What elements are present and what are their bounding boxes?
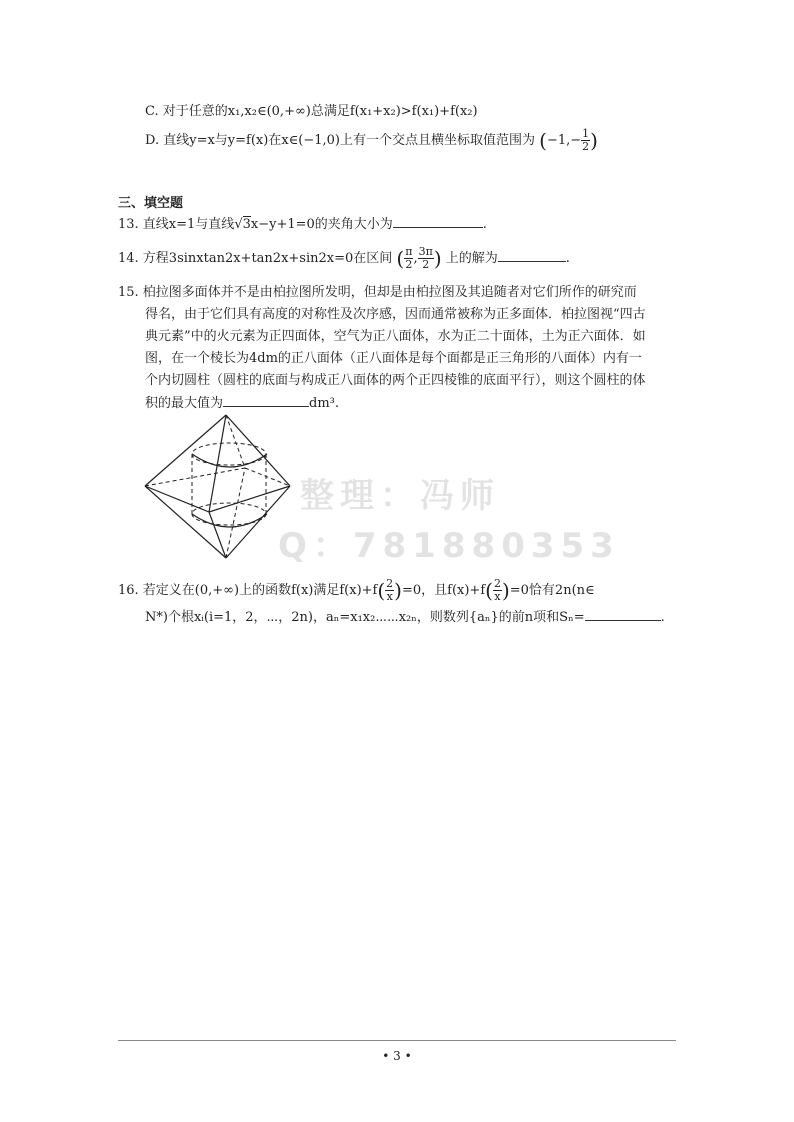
option-c: C. 对于任意的x₁,x₂∈(0,+∞)总满足f(x₁+x₂)>f(x₁)+f(x₂) [145,104,478,119]
page-number: • 3 • [382,1049,412,1063]
watermark-line-1: 整理：冯师 [300,476,500,516]
question-15-line-2: 得名，由于它们具有高度的对称性及次序感，因而通常被称为正多面体．柏拉图视“四古 [145,307,646,322]
answer-blank-15[interactable] [223,394,309,407]
question-15-line-3: 典元素”中的火元素为正四面体，空气为正八面体，水为正二十面体，土为正六面体．如 [145,329,646,344]
interval-left-fraction: $\frac{\pi}{2}$ [405,245,413,271]
question-15-line-6: 积的最大值为 dm³. [145,396,340,411]
fraction-2-over-x: $\frac{2}{x}$ [386,577,394,603]
answer-blank-13[interactable] [393,215,483,228]
question-15-line-1: 15. 柏拉图多面体并不是由柏拉图所发明，但却是由柏拉图及其追随者对它们所作的研究而 [118,285,637,300]
option-d-interval: −1,− [546,133,582,148]
interval-right-fraction: $\frac{3\pi}{2}$ [418,245,433,271]
option-d: D. 直线y=x与y=f(x)在x∈(−1,0)上有一个交点且横坐标取值范围为 (−1,− $\frac{1}{2}$ ) [145,127,598,153]
question-15-line-4: 图，在一个棱长为4dm的正八面体（正八面体是每个面都是正三角形的八面体）内有一 [145,351,642,366]
answer-blank-14[interactable] [498,249,566,262]
question-16-line-2: N*)个根xᵢ(i=1，2，⋯，2n)，aₙ=x₁x₂⋯⋯x₂ₙ，则数列{aₙ}的前n项和Sₙ= . [145,610,665,625]
footer-rule [118,1040,676,1041]
watermark-line-2: Q：781880353 [278,526,620,566]
question-16-line-1: 16. 若定义在(0,+∞)上的函数f(x)满足f(x)+f( $\frac{2}{x}$ )=0，且f(x)+f( $\frac{2}{x}$ )=0恰有2n(n∈ [118,577,595,603]
question-13: 13. 直线x=1与直线√3x−y+1=0的夹角大小为 . [118,217,487,232]
section-title: 三、填空题 [118,196,184,211]
option-d-fraction: $\frac{1}{2}$ [582,127,590,153]
option-d-text: D. 直线y=x与y=f(x)在x∈(−1,0)上有一个交点且横坐标取值范围为 [145,133,535,148]
answer-blank-16[interactable] [585,608,661,621]
fraction-2-over-x-2: $\frac{2}{x}$ [493,577,501,603]
question-15-line-5: 个内切圆柱（圆柱的底面与构成正八面体的两个正四棱锥的底面平行），则这个圆柱的体 [145,373,646,388]
question-14: 14. 方程3sinxtan2x+tan2x+sin2x=0在区间 ( $\frac{\pi}{2}$ , $\frac{3\pi}{2}$ ) 上的解为 . [118,245,570,271]
